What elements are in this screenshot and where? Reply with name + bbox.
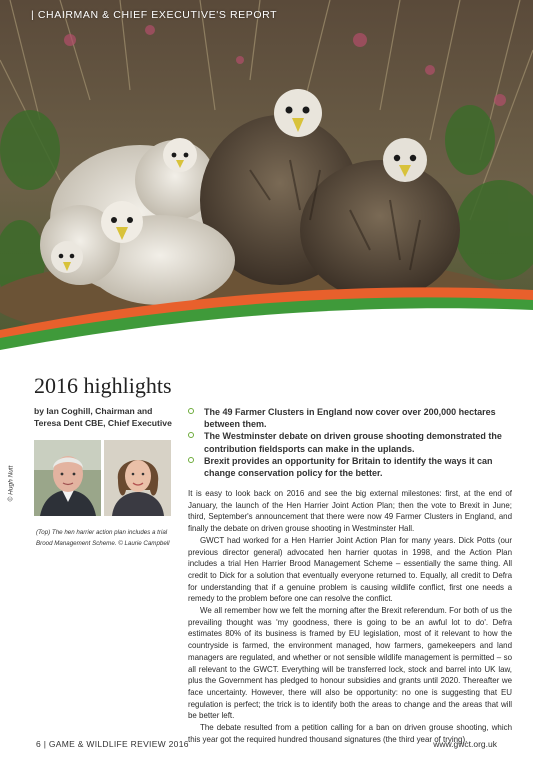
byline-line-1: by Ian Coghill, Chairman and <box>34 406 153 416</box>
bullet-circle-icon <box>188 432 194 438</box>
footer-publication <box>36 739 189 749</box>
hero-illustration <box>0 0 533 365</box>
section-header-label: | CHAIRMAN & CHIEF EXECUTIVE'S REPORT <box>31 9 278 21</box>
body-paragraph: It is easy to look back on 2016 and see the big external milestones: first, at the end of January, the launch of the Hen Harrier Joint Action Plan; then the vote to Brexit in June; third, September's announcement that there were now 49 Farmer Clusters in England, and finally the debate on driven grouse shooting in Westminster Hall. <box>188 489 512 534</box>
highlight-item <box>188 406 508 430</box>
footer-website-link[interactable]: www.gwct.org.uk <box>433 739 497 749</box>
highlight-text: The Westminster debate on driven grouse shooting demonstrated the contribution fieldsports can make in the uplands. <box>204 431 502 454</box>
photo-credit <box>5 452 17 522</box>
portrait-chief-executive <box>104 440 171 516</box>
page-number: 6 <box>36 739 42 749</box>
body-paragraph: The debate resulted from a petition calling for a ban on driven grouse shooting, which this year got the required hundred thousand signatures (the third year of trying). <box>188 723 512 744</box>
portrait-chief-executive-image <box>104 440 171 516</box>
portrait-chairman <box>34 440 101 516</box>
portrait-chairman-image <box>34 440 101 516</box>
body-paragraph: We all remember how we felt the morning after the Brexit referendum. For both of us the prevailing thought was 'my goodness, there is going to be an awful lot to do'. Defra estimates 80% of its business is framed by EU legislation, most of it relevant to how the countryside is farmed, the environment managed, how farmers, gamekeepers and land managers are regulated, and whether or not sensible wildlife management is permitted – so all relevant to the GWCT. Everything will be transferred lock, stock and barrel into UK law, plus the Government has pledged to honour subsidies and grants until 2020. Thereafter we face uncertainty. However, there will also be opportunity: no one is suggesting that EU regulation is perfect; the trick is to identify both the areas to change and the areas that will be better left. <box>188 606 512 721</box>
publication-name: | GAME & WILDLIFE REVIEW 2016 <box>43 739 189 749</box>
article-body <box>188 488 512 745</box>
bullet-circle-icon <box>188 457 194 463</box>
body-paragraph: GWCT had worked for a Hen Harrier Joint Action Plan for many years. Dick Potts (our previous director general) advocated hen harrier quotas in 1998, and the Action Plan includes a trial Hen Harrier Brood Management Scheme – essentially the same thing. All credit to Dick for a solution that eventually everyone returned to. Equally, all credit to Defra for understanding that if a genuine problem is causing wildlife conflict, first one needs a remedy to the problem before one can resolve the conflict. <box>188 535 512 604</box>
highlight-text: The 49 Farmer Clusters in England now cover over 200,000 hectares between them. <box>204 407 496 430</box>
bullet-circle-icon <box>188 408 194 414</box>
byline-line-2: Teresa Dent CBE, Chief Executive <box>34 418 172 428</box>
article-title: 2016 highlights <box>34 373 172 398</box>
photo-credit-text: © Hugh Nutt <box>7 465 15 502</box>
highlight-item <box>188 455 508 479</box>
highlight-text: Brexit provides an opportunity for Britain to identify the ways it can change conservation policy for the better. <box>204 455 493 479</box>
byline <box>34 405 194 429</box>
image-caption: (Top) The hen harrier action plan includes a trial Brood Management Scheme. © Laurie Campbell <box>36 529 170 547</box>
hero-photo-hen-harrier-chicks <box>0 0 533 365</box>
highlights-list <box>188 406 508 479</box>
highlight-item <box>188 430 508 454</box>
